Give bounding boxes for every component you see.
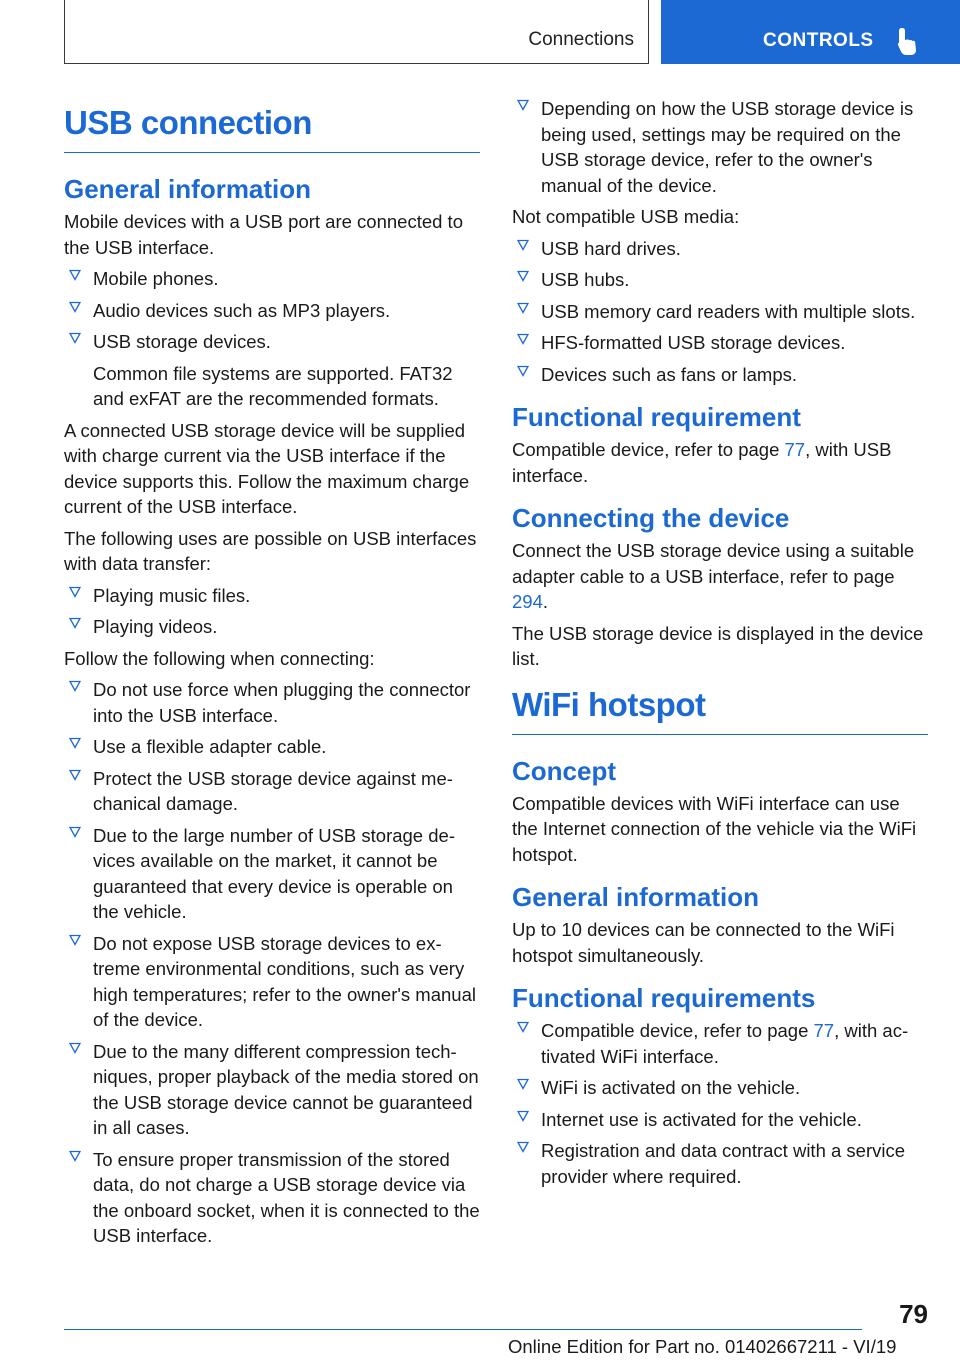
- bullet-triangle-icon: [69, 617, 81, 629]
- list-item: [64, 614, 480, 640]
- bullet-triangle-icon: [69, 301, 81, 313]
- list-item: [64, 1147, 480, 1249]
- page-number: 79: [899, 1299, 928, 1329]
- list-item-text: USB memory card readers with multiple slots.: [541, 300, 916, 322]
- bullet-triangle-icon: [69, 826, 81, 838]
- chapter-heading: WiFi hotspot: [512, 678, 928, 735]
- list-item-text: Due to the many different compression techniques, proper playback of the media stored on the USB storage device cannot be guaranteed in all cases.: [93, 1040, 479, 1138]
- list-item: [512, 1138, 928, 1189]
- list-item: [512, 236, 928, 262]
- paragraph-text-after: , with USB interface.: [512, 439, 892, 486]
- list-item: [512, 362, 928, 388]
- pointing-hand-icon: [895, 26, 921, 56]
- paragraph-text: The USB storage device is displayed in the device list.: [512, 622, 924, 669]
- paragraph: [512, 621, 928, 672]
- list-item-text-after: , with activated WiFi interface.: [541, 1020, 909, 1067]
- list-item-text: Do not use force when plugging the connector into the USB interface.: [93, 679, 471, 726]
- bullet-triangle-icon: [517, 333, 529, 345]
- paragraph: [512, 791, 928, 868]
- section-heading: Functional requirement: [512, 402, 801, 432]
- bullet-triangle-icon: [517, 1021, 529, 1033]
- list-item-text: Audio devices such as MP3 players.: [93, 299, 391, 321]
- list-item: [512, 330, 928, 356]
- paragraph-text: Follow the following when connecting:: [64, 647, 375, 669]
- list-item-text: USB hubs.: [541, 269, 630, 290]
- bullet-triangle-icon: [517, 1078, 529, 1090]
- paragraph: [64, 418, 480, 520]
- list-item: [64, 1039, 480, 1141]
- paragraph: [512, 538, 928, 615]
- bullet-triangle-icon: [69, 737, 81, 749]
- list-item-text: Compatible device, refer to page: [541, 1020, 814, 1041]
- list-item-text: Use a flexible adapter cable.: [93, 736, 327, 757]
- list-item-text: Internet use is activated for the vehicle.: [541, 1108, 862, 1130]
- bullet-triangle-icon: [69, 1042, 81, 1054]
- bullet-triangle-icon: [69, 680, 81, 692]
- list-item-text: HFS-formatted USB storage devices.: [541, 332, 846, 353]
- list-item-note: Common file systems are supported. FAT32 and exFAT are the recommended formats.: [93, 362, 453, 409]
- list-item-text: Depending on how the USB storage device is being used, settings may be required on the USB storage device, refer to the owner's manual of the device.: [541, 98, 914, 196]
- list-item-text: Devices such as fans or lamps.: [541, 363, 798, 385]
- footer-rule: [64, 1329, 862, 1330]
- list-item: [64, 298, 480, 324]
- paragraph-text: Compatible device, refer to page: [512, 439, 785, 460]
- list-item-text: Due to the large number of USB storage devices available on the market, it cannot be guaranteed that every device is operable on the vehicle.: [93, 824, 455, 922]
- bullet-triangle-icon: [69, 269, 81, 281]
- list-item-text: WiFi is activated on the vehicle.: [541, 1077, 801, 1098]
- paragraph-text: Up to 10 devices can be connected to the WiFi hotspot simultaneously.: [512, 919, 895, 966]
- list-item-text: Playing videos.: [93, 616, 218, 637]
- list-item: [64, 734, 480, 760]
- list-item-text: Mobile phones.: [93, 268, 219, 289]
- bullet-triangle-icon: [69, 586, 81, 598]
- list-item: [64, 766, 480, 817]
- list-item: [64, 931, 480, 1033]
- list-item-text: USB hard drives.: [541, 237, 681, 259]
- list-item: [64, 823, 480, 925]
- left-column: [64, 96, 480, 1255]
- bullet-triangle-icon: [517, 365, 529, 377]
- paragraph-text: Mobile devices with a USB port are connected to the USB interface.: [64, 211, 463, 258]
- header-section-box: [64, 0, 649, 64]
- list-item: [64, 677, 480, 728]
- header-chapter-tab[interactable]: [661, 0, 960, 64]
- footer-edition: Online Edition for Part no. 01402667211 - VI/19: [508, 1336, 897, 1357]
- list-item-text: Playing music files.: [93, 584, 251, 606]
- section-heading: General information: [64, 174, 312, 204]
- section-heading: Concept: [512, 755, 616, 786]
- page-reference-link[interactable]: 77: [813, 1020, 835, 1041]
- list-item: [64, 329, 480, 412]
- bullet-triangle-icon: [517, 302, 529, 314]
- list-item: [512, 1075, 928, 1101]
- paragraph: [512, 917, 928, 968]
- bullet-triangle-icon: [517, 99, 529, 111]
- paragraph-text: Compatible devices with WiFi interface can use the Internet connection of the vehicle via the WiFi hotspot.: [512, 792, 917, 865]
- list-item-text: USB storage devices.: [93, 331, 271, 352]
- page-reference-link[interactable]: 77: [784, 439, 806, 460]
- right-column: [512, 96, 928, 1195]
- list-item: [512, 1018, 928, 1069]
- bullet-triangle-icon: [69, 1150, 81, 1162]
- bullet-triangle-icon: [69, 934, 81, 946]
- header-chapter-title: CONTROLS: [763, 30, 874, 51]
- list-item: [64, 583, 480, 609]
- header-section-title: Connections: [528, 29, 634, 50]
- page-reference-link[interactable]: 294: [512, 591, 543, 612]
- section-heading: Functional requirements: [512, 983, 816, 1013]
- paragraph: [512, 437, 928, 488]
- bullet-triangle-icon: [517, 239, 529, 251]
- paragraph-text: Connect the USB storage device using a suitable adapter cable to a USB interface, refer to page: [512, 540, 915, 587]
- list-item: [512, 267, 928, 293]
- list-item-text: To ensure proper transmission of the stored data, do not charge a USB storage device via the onboard socket, when it is connected to the USB interface.: [93, 1148, 480, 1246]
- bullet-triangle-icon: [517, 1110, 529, 1122]
- list-item: [512, 96, 928, 198]
- paragraph-text: Not compatible USB media:: [512, 206, 740, 227]
- paragraph-text-after: .: [542, 591, 549, 612]
- list-item: [512, 1107, 928, 1133]
- list-item-text: Protect the USB storage device against mechanical damage.: [93, 767, 453, 814]
- list-item: [512, 299, 928, 325]
- bullet-triangle-icon: [517, 1141, 529, 1153]
- section-heading: Connecting the device: [512, 503, 790, 533]
- paragraph: [64, 646, 480, 672]
- list-item-text: Registration and data contract with a service provider where required.: [541, 1140, 906, 1187]
- bullet-triangle-icon: [69, 332, 81, 344]
- paragraph-text: The following uses are possible on USB interfaces with data transfer:: [64, 527, 477, 574]
- list-item-text: Do not expose USB storage devices to extreme environmental conditions, such as very high temperatures; refer to the owner's manual of the device.: [93, 932, 476, 1030]
- bullet-triangle-icon: [69, 769, 81, 781]
- paragraph: [64, 209, 480, 260]
- section-heading: General information: [512, 882, 760, 912]
- paragraph: [512, 204, 928, 230]
- paragraph-text: A connected USB storage device will be supplied with charge current via the USB interface if the device supports this. Follow the maximum charge current of the USB interface.: [64, 419, 470, 517]
- chapter-heading: USB connection: [64, 96, 480, 153]
- list-item: [64, 266, 480, 292]
- paragraph: [64, 526, 480, 577]
- bullet-triangle-icon: [517, 270, 529, 282]
